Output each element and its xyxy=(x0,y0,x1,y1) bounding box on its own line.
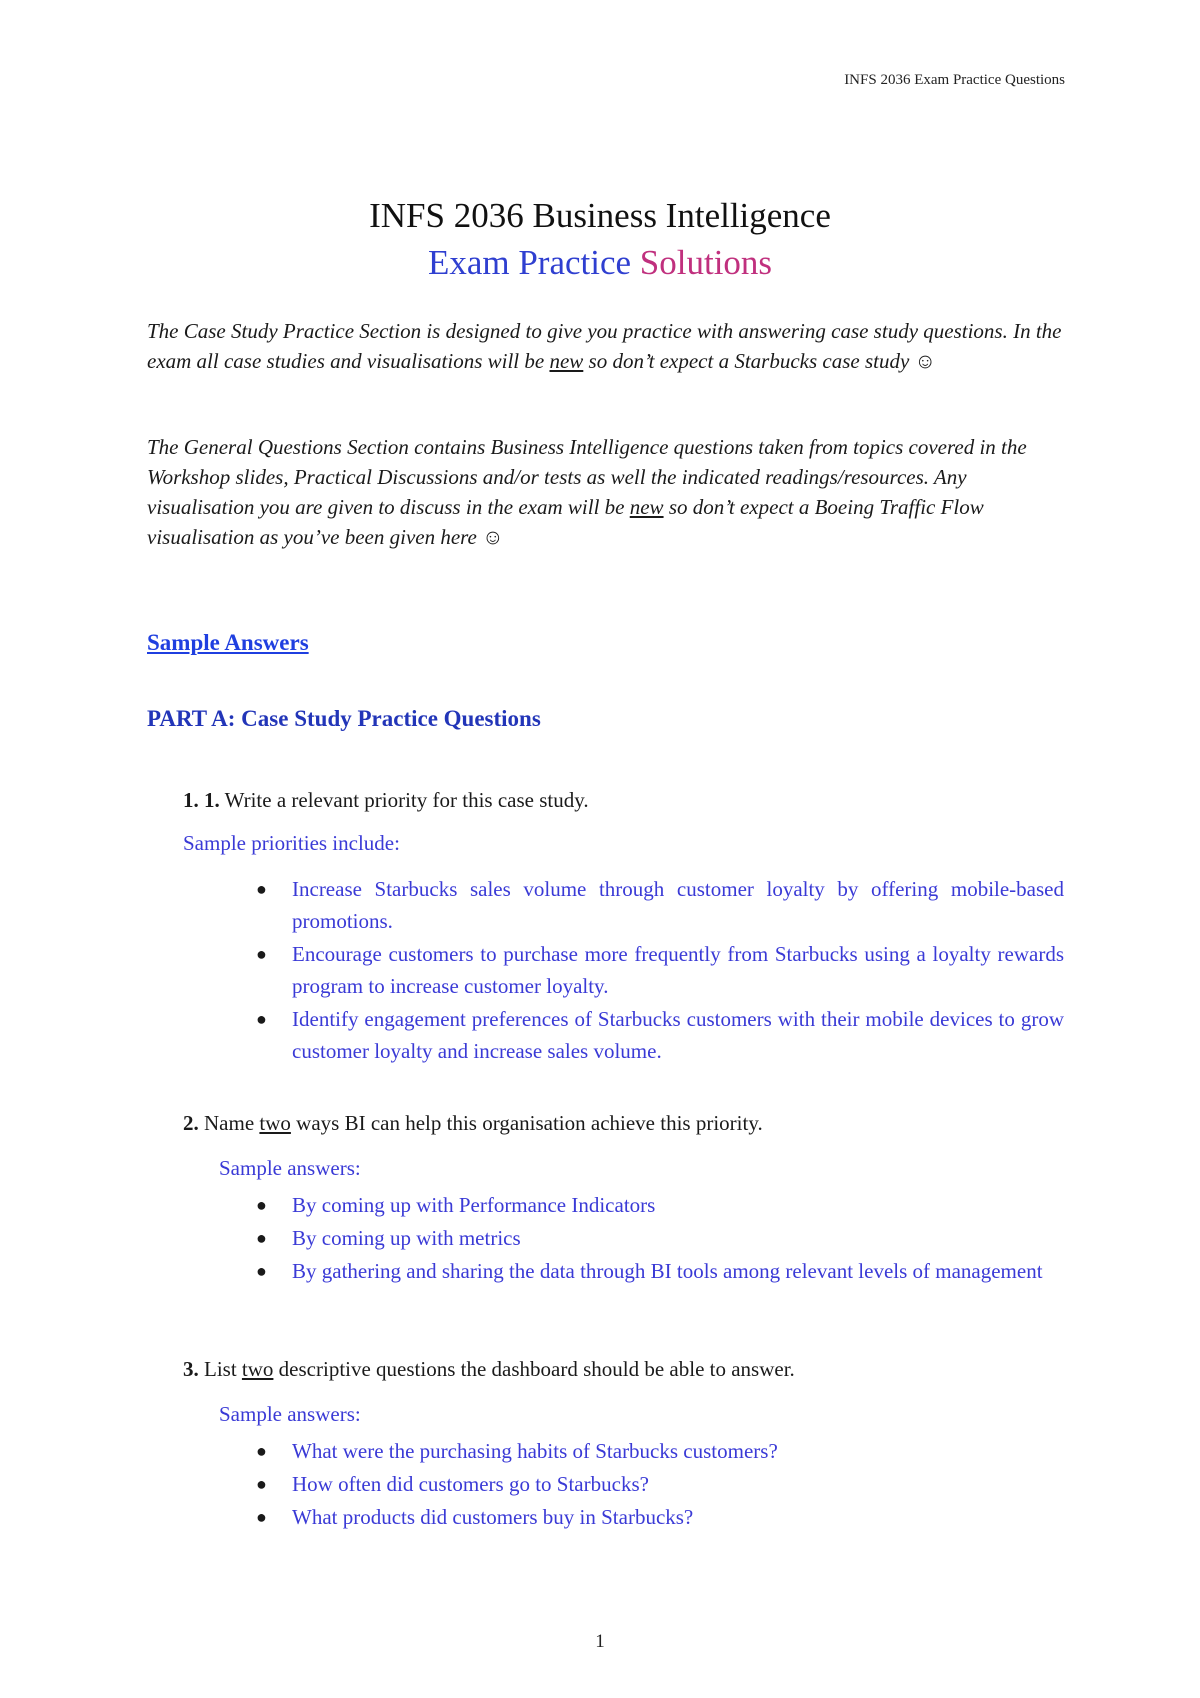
question-1-answers xyxy=(256,873,1064,1068)
intro1-text-start: The Case Study Practice Section is designed to give you practice with answering case study questions. In the exam all case studies and visualisations will be xyxy=(147,319,1062,373)
bullet-icon: ● xyxy=(256,1009,267,1029)
answer-text: By coming up with metrics xyxy=(292,1226,521,1250)
bullet-icon: ● xyxy=(256,944,267,964)
question-3-lead: Sample answers: xyxy=(219,1402,361,1426)
question-2-underlined: two xyxy=(259,1111,291,1135)
intro-paragraph-general-questions xyxy=(147,432,1067,552)
question-2 xyxy=(183,1111,763,1136)
document-subtitle xyxy=(0,243,1200,283)
bullet-icon: ● xyxy=(256,1195,267,1215)
question-2-text-start: Name xyxy=(198,1111,260,1135)
bullet-icon: ● xyxy=(256,1228,267,1248)
list-item xyxy=(256,1468,1064,1500)
bullet-icon: ● xyxy=(256,1261,267,1281)
question-2-lead: Sample answers: xyxy=(219,1156,361,1180)
list-item xyxy=(256,1255,1064,1287)
question-1-lead: Sample priorities include: xyxy=(183,831,400,855)
intro-paragraph-case-study xyxy=(147,316,1067,376)
question-2-answers xyxy=(256,1189,1064,1288)
question-3-text-end: descriptive questions the dashboard should be able to answer. xyxy=(273,1357,795,1381)
bullet-icon: ● xyxy=(256,1474,267,1494)
sample-answers-heading: Sample Answers xyxy=(147,630,309,655)
list-item xyxy=(256,938,1064,1002)
bullet-icon: ● xyxy=(256,1441,267,1461)
question-2-number: 2. xyxy=(183,1111,199,1135)
answer-text: What products did customers buy in Starbucks? xyxy=(292,1505,694,1529)
list-item xyxy=(256,1189,1064,1221)
intro2-text-start: The General Questions Section contains Business Intelligence questions taken from topics covered in the Workshop slides, Practical Discussions and/or tests as well the indicated readings/resources. Any visualisation you are given to discuss in the exam will be xyxy=(147,435,1027,519)
question-2-text-end: ways BI can help this organisation achieve this priority. xyxy=(290,1111,763,1135)
question-3 xyxy=(183,1357,795,1382)
question-3-answers xyxy=(256,1435,1064,1534)
answer-text: What were the purchasing habits of Starbucks customers? xyxy=(292,1439,778,1463)
question-3-number: 3. xyxy=(183,1357,199,1381)
intro1-underlined-new: new xyxy=(549,349,584,373)
intro2-text-end: so don’t expect a Boeing Traffic Flow visualisation as you’ve been given here ☺ xyxy=(147,495,984,549)
answer-text: Identify engagement preferences of Starbucks customers with their mobile devices to grow customer loyalty and increase sales volume. xyxy=(292,1007,1064,1063)
answer-text: How often did customers go to Starbucks? xyxy=(292,1472,649,1496)
list-item xyxy=(256,873,1064,937)
list-item xyxy=(256,1501,1064,1533)
answer-text: By coming up with Performance Indicators xyxy=(292,1193,656,1217)
answer-text: By gathering and sharing the data through BI tools among relevant levels of management xyxy=(292,1259,1043,1283)
subtitle-solutions: Solutions xyxy=(639,243,773,282)
intro2-underlined-new: new xyxy=(629,495,664,519)
bullet-icon: ● xyxy=(256,1507,267,1527)
document-title: INFS 2036 Business Intelligence xyxy=(369,196,831,235)
intro1-text-end: so don’t expect a Starbucks case study ☺ xyxy=(583,349,936,373)
page-number: 1 xyxy=(595,1631,605,1652)
bullet-icon: ● xyxy=(256,879,267,899)
running-header: INFS 2036 Exam Practice Questions xyxy=(844,72,1065,88)
list-item xyxy=(256,1222,1064,1254)
list-item xyxy=(256,1435,1064,1467)
question-1 xyxy=(183,788,589,813)
list-item xyxy=(256,1003,1064,1067)
subtitle-exam-practice: Exam Practice xyxy=(427,243,632,282)
question-3-underlined: two xyxy=(241,1357,274,1381)
question-1-text: Write a relevant priority for this case study. xyxy=(219,788,589,812)
answer-text: Increase Starbucks sales volume through customer loyalty by offering mobile-based promotions. xyxy=(292,877,1064,933)
answer-text: Encourage customers to purchase more frequently from Starbucks using a loyalty rewards program to increase customer loyalty. xyxy=(292,942,1064,998)
question-1-number: 1. 1. xyxy=(183,788,220,812)
part-a-heading: PART A: Case Study Practice Questions xyxy=(147,706,541,731)
question-3-text-start: List xyxy=(198,1357,242,1381)
